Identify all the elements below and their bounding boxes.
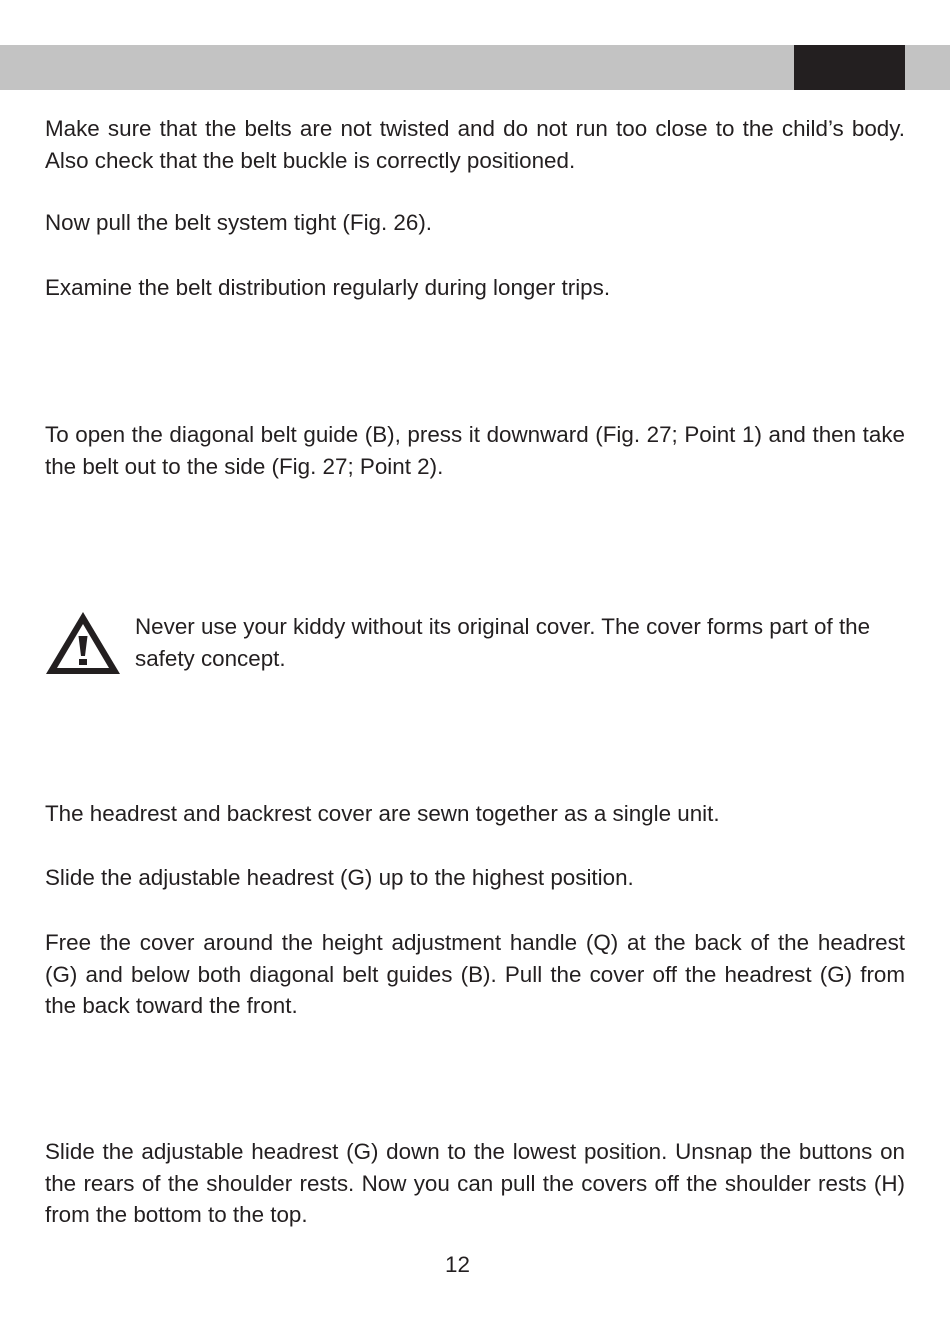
warning-text: Never use your kiddy without its original cover. The cover forms part of the safety concept. — [135, 614, 871, 671]
paragraph-sewn-together: The headrest and backrest cover are sewn together as a single unit. — [45, 801, 720, 826]
paragraph-open-guide: To open the diagonal belt guide (B), press it downward (Fig. 27; Point 1) and then take the belt out to the side (Fig. 27; Point 2). — [45, 422, 905, 479]
paragraph-slide-down: Slide the adjustable headrest (G) down to the lowest position. Unsnap the buttons on the rears of the shoulder rests. Now you can pull the covers off the shoulder rests (H) from the bottom to the top. — [45, 1139, 905, 1227]
page-number: 12 — [445, 1252, 470, 1277]
header-tab — [794, 45, 905, 90]
paragraph-belts-check: Make sure that the belts are not twisted and do not run too close to the child’s body. Also check that the belt buckle is correctly positioned. — [45, 116, 905, 173]
paragraph-slide-up: Slide the adjustable headrest (G) up to the highest position. — [45, 865, 634, 890]
paragraph-examine: Examine the belt distribution regularly during longer trips. — [45, 275, 611, 300]
warning-triangle-icon — [45, 611, 121, 675]
paragraph-pull-tight: Now pull the belt system tight (Fig. 26). — [45, 210, 433, 235]
paragraph-free-cover: Free the cover around the height adjustment handle (Q) at the back of the headrest (G) and below both diagonal belt guides (B). Pull the cover off the headrest (G) from the back toward the front. — [45, 930, 905, 1018]
